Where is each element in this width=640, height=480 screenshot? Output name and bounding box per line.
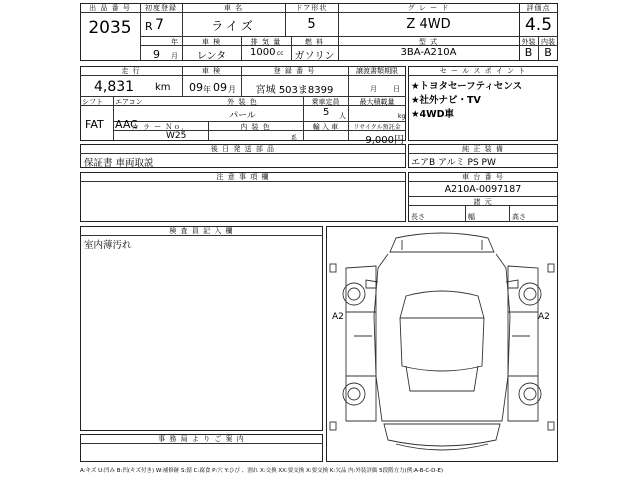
displacement-unit: cc [277,50,284,57]
inspection2-label: 車 検 [201,67,222,75]
inspector-label: 検 査 員 記 入 欄 [169,227,234,235]
color-label: 外 装 色 [227,98,258,106]
mileage-unit: km [155,82,171,93]
sales-point-1: ★トヨタセーフティセンス [411,81,523,92]
capacity-value: 5 [323,107,330,118]
displacement-label: 排 気 量 [250,38,282,46]
reg-number: 宮城 503ま8399 [255,85,334,96]
length-label: 長さ [411,213,425,221]
score-label: 評価点 [526,4,551,12]
insp-month: 09 [213,81,227,94]
model-type-label: 型 式 [418,38,439,46]
sales-point-2: ★社外ナビ・TV [411,95,481,106]
grade-label: グ レ ー ド [407,4,450,12]
insp-month-unit: 月 [228,85,236,94]
damage-legend: A:キズ U:凹み B:凹(キズ付き) W:補修跡 S:錆 C:腐食 P:穴 Y:ひび 、割れ X:交換 XX:要交換 X:要交換 K:欠品 内:外装評価 5段階方力(例:A-B-C-D-E) [80,468,444,474]
year-unit: 年 [171,38,178,46]
inspector-notes: 室内薄汚れ [84,240,132,251]
score-value: 4.5 [524,15,553,35]
int-score: B [544,46,552,59]
doors-label: ドア形状 [295,4,328,12]
first-reg-year: 7 [155,17,164,33]
height-label: 高さ [512,213,526,221]
car-name: ライズ [211,19,256,33]
int-color-label: 内 装 色 [240,123,271,131]
office-label: 事 務 局 よ り ご 案 内 [158,435,245,443]
color-value: パール [229,111,256,121]
color-no-label: カ ラ ー Ｎｏ． [131,123,190,131]
lot-no-label: 出 品 番 号 [89,4,131,12]
sales-points-label: セ ー ル ス ポ イ ン ト [439,67,527,75]
chassis-value: A210A-0097187 [444,184,522,195]
capacity-unit: 人 [339,112,346,120]
door-count: 5 [307,17,316,32]
fuel-value: ガソリン [294,51,335,62]
mileage-label: 走 行 [121,67,141,75]
int-label: 内装 [541,38,555,46]
lot-number: 2035 [88,18,132,38]
ext-score: B [524,46,533,59]
equipment-label: 純 正 装 備 [462,145,504,153]
chassis-label: 車 台 番 号 [462,173,504,181]
ext-label: 外装 [521,38,536,46]
max-load-label: 最大積載量 [359,98,395,106]
car-diagram [326,226,558,462]
equipment-value: エアB アルミ PS PW [411,158,496,168]
dims-label: 諸 元 [473,198,493,206]
import-unit: 系 [291,135,298,142]
era-letter: R [145,20,153,33]
capacity-label: 乗車定員 [311,98,340,106]
recycle-fee-label: リサイクル預託金 [353,124,401,131]
notes-label: 注 意 事 項 欄 [216,173,270,181]
recycle-fee-value: 9,000円 [365,135,404,146]
recycle-doc-label: 譲渡書類期限 [356,67,398,75]
inspection-value: レンタ [196,51,227,62]
recycle-day: 日 [393,85,400,93]
recycle-month: 月 [370,85,377,93]
fuel-label: 燃 料 [304,38,325,46]
ac-value: AAC [115,118,138,131]
inspector-block [80,226,323,431]
damage-right: A2 [538,312,550,322]
import-label: 輸 入 車 [312,123,339,131]
accessories-value: 保証書 車両取説 [84,158,154,169]
max-load-unit: kg [398,113,406,120]
shift-value: FAT [85,118,104,131]
width-label: 幅 [468,213,475,221]
inspection-label: 車 検 [201,38,222,46]
sales-point-3: ★4WD車 [411,109,454,120]
first-reg-label: 初度登録 [145,4,177,12]
month-unit: 月 [171,52,178,60]
first-reg-month: 9 [153,48,160,61]
color-no-value: W25 [166,131,187,141]
damage-left: A2 [332,312,344,322]
grade-value: Z 4WD [406,17,451,32]
shift-label: シフト [82,98,103,106]
car-name-label: 車 名 [223,4,244,12]
model-type-value: 3BA-A210A [400,47,457,58]
ac-label: エアコン [115,98,143,106]
reg-no-label: 登 録 番 号 [273,67,316,75]
insp-year: 09 [189,81,203,94]
accessories-label: 後 日 発 送 部 品 [210,145,276,153]
insp-year-unit: 年 [203,85,211,94]
mileage-value: 4,831 [94,79,135,95]
displacement-value: 1000 [250,47,276,58]
